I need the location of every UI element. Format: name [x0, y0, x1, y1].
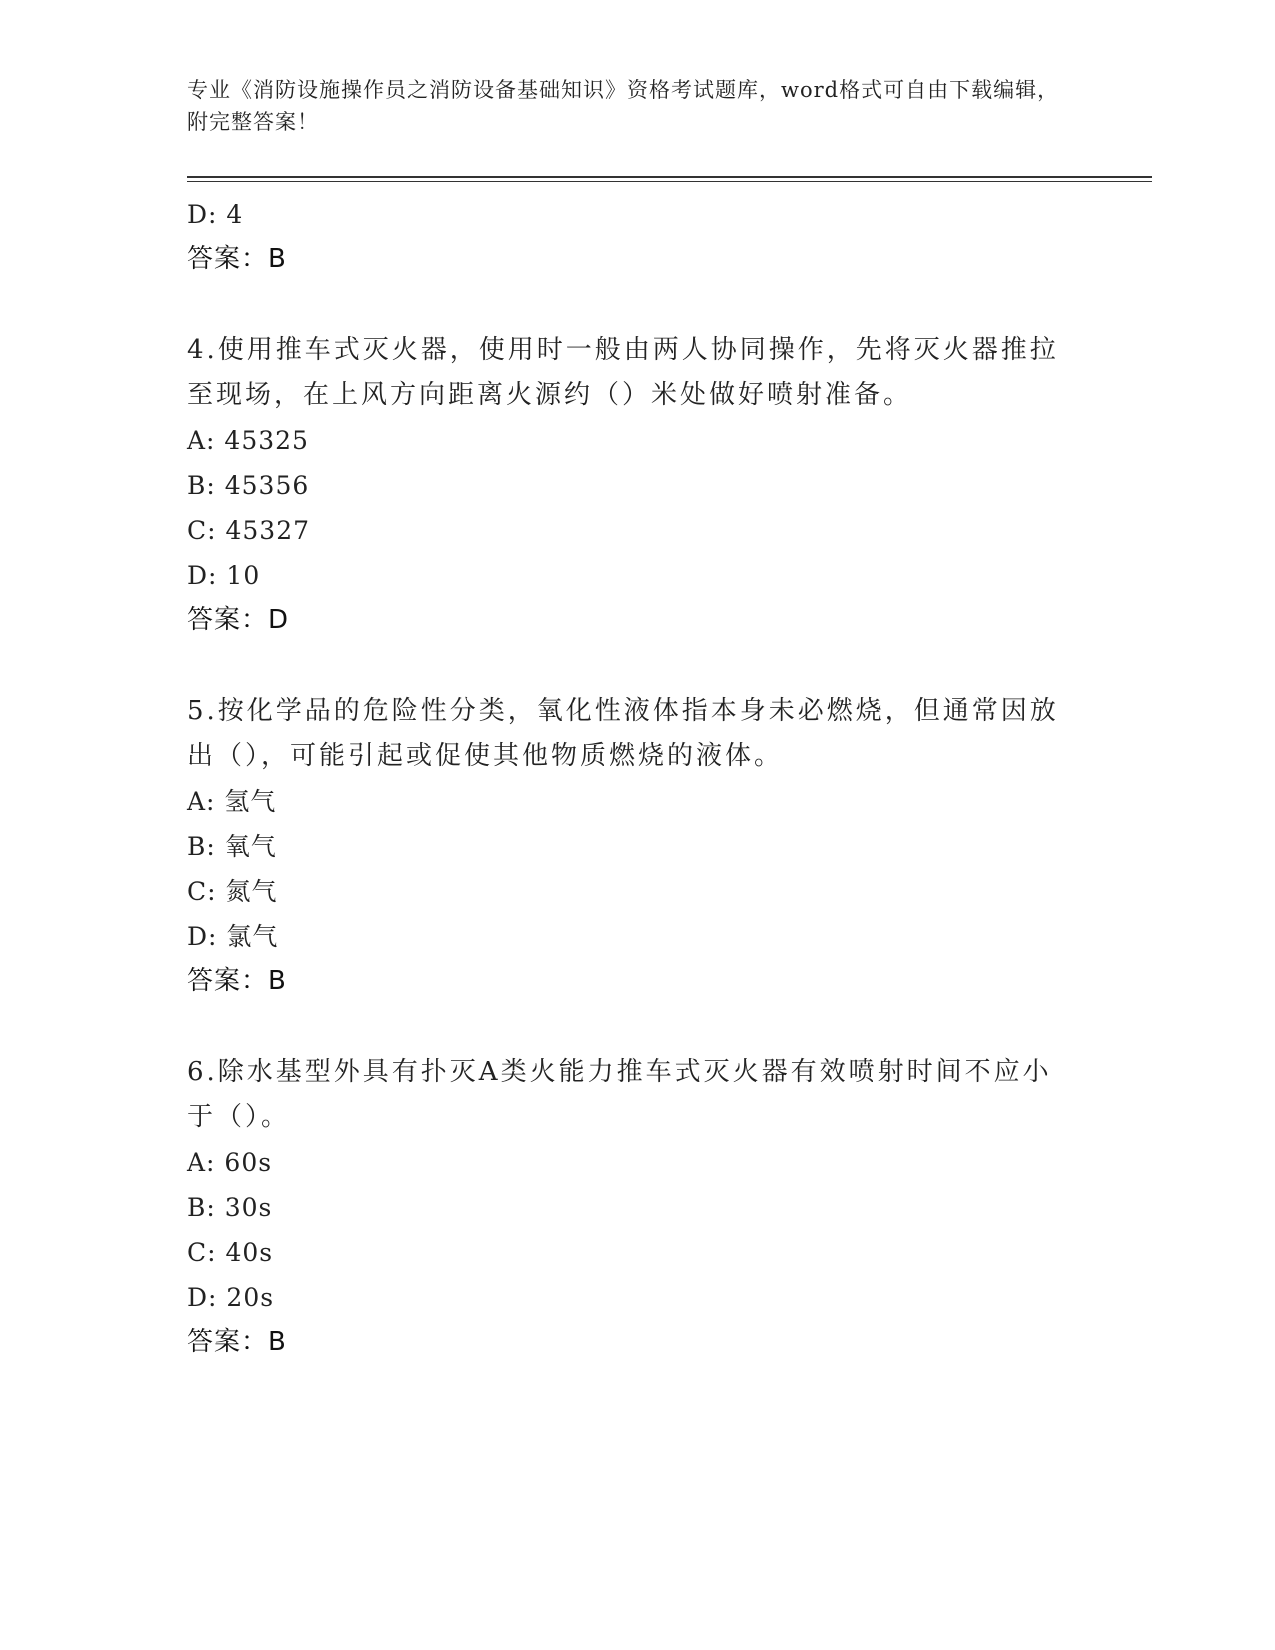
header-divider-thick [187, 176, 1152, 178]
question-text: 5.按化学品的危险性分类，氧化性液体指本身未必燃烧，但通常因放出（），可能引起或促使其他物质燃烧的液体。 [187, 696, 1059, 771]
option-a: A: 45325 [187, 426, 309, 455]
option-b: B: 30s [187, 1193, 273, 1222]
question-text: 4.使用推车式灭火器，使用时一般由两人协同操作，先将灭火器推拉至现场，在上风方向距离火源约（）米处做好喷射准备。 [187, 335, 1059, 410]
option-d: D: 4 [187, 200, 244, 229]
question-4 [187, 328, 1067, 643]
header-divider-thin [187, 181, 1152, 182]
option-b: B: 45356 [187, 471, 310, 500]
option-a: A: 氢气 [187, 787, 277, 816]
question-list [187, 192, 1067, 1365]
document-header: 专业《消防设施操作员之消防设备基础知识》资格考试题库，word格式可自由下载编辑，附完整答案！ [187, 78, 1060, 134]
option-d: D: 氯气 [187, 922, 279, 951]
question-5 [187, 689, 1067, 1004]
answer-line: 答案：B [187, 244, 287, 274]
option-c: C: 40s [187, 1238, 274, 1267]
option-a: A: 60s [187, 1148, 273, 1177]
answer-line: 答案：B [187, 966, 287, 996]
question-text: 6.除水基型外具有扑灭A类火能力推车式灭火器有效喷射时间不应小于（）。 [187, 1057, 1052, 1132]
answer-line: 答案：D [187, 605, 290, 635]
answer-line: 答案：B [187, 1327, 287, 1357]
option-d: D: 10 [187, 561, 261, 590]
option-c: C: 45327 [187, 516, 311, 545]
option-b: B: 氧气 [187, 832, 277, 861]
option-c: C: 氮气 [187, 877, 278, 906]
question-6 [187, 1050, 1067, 1365]
option-d: D: 20s [187, 1283, 275, 1312]
